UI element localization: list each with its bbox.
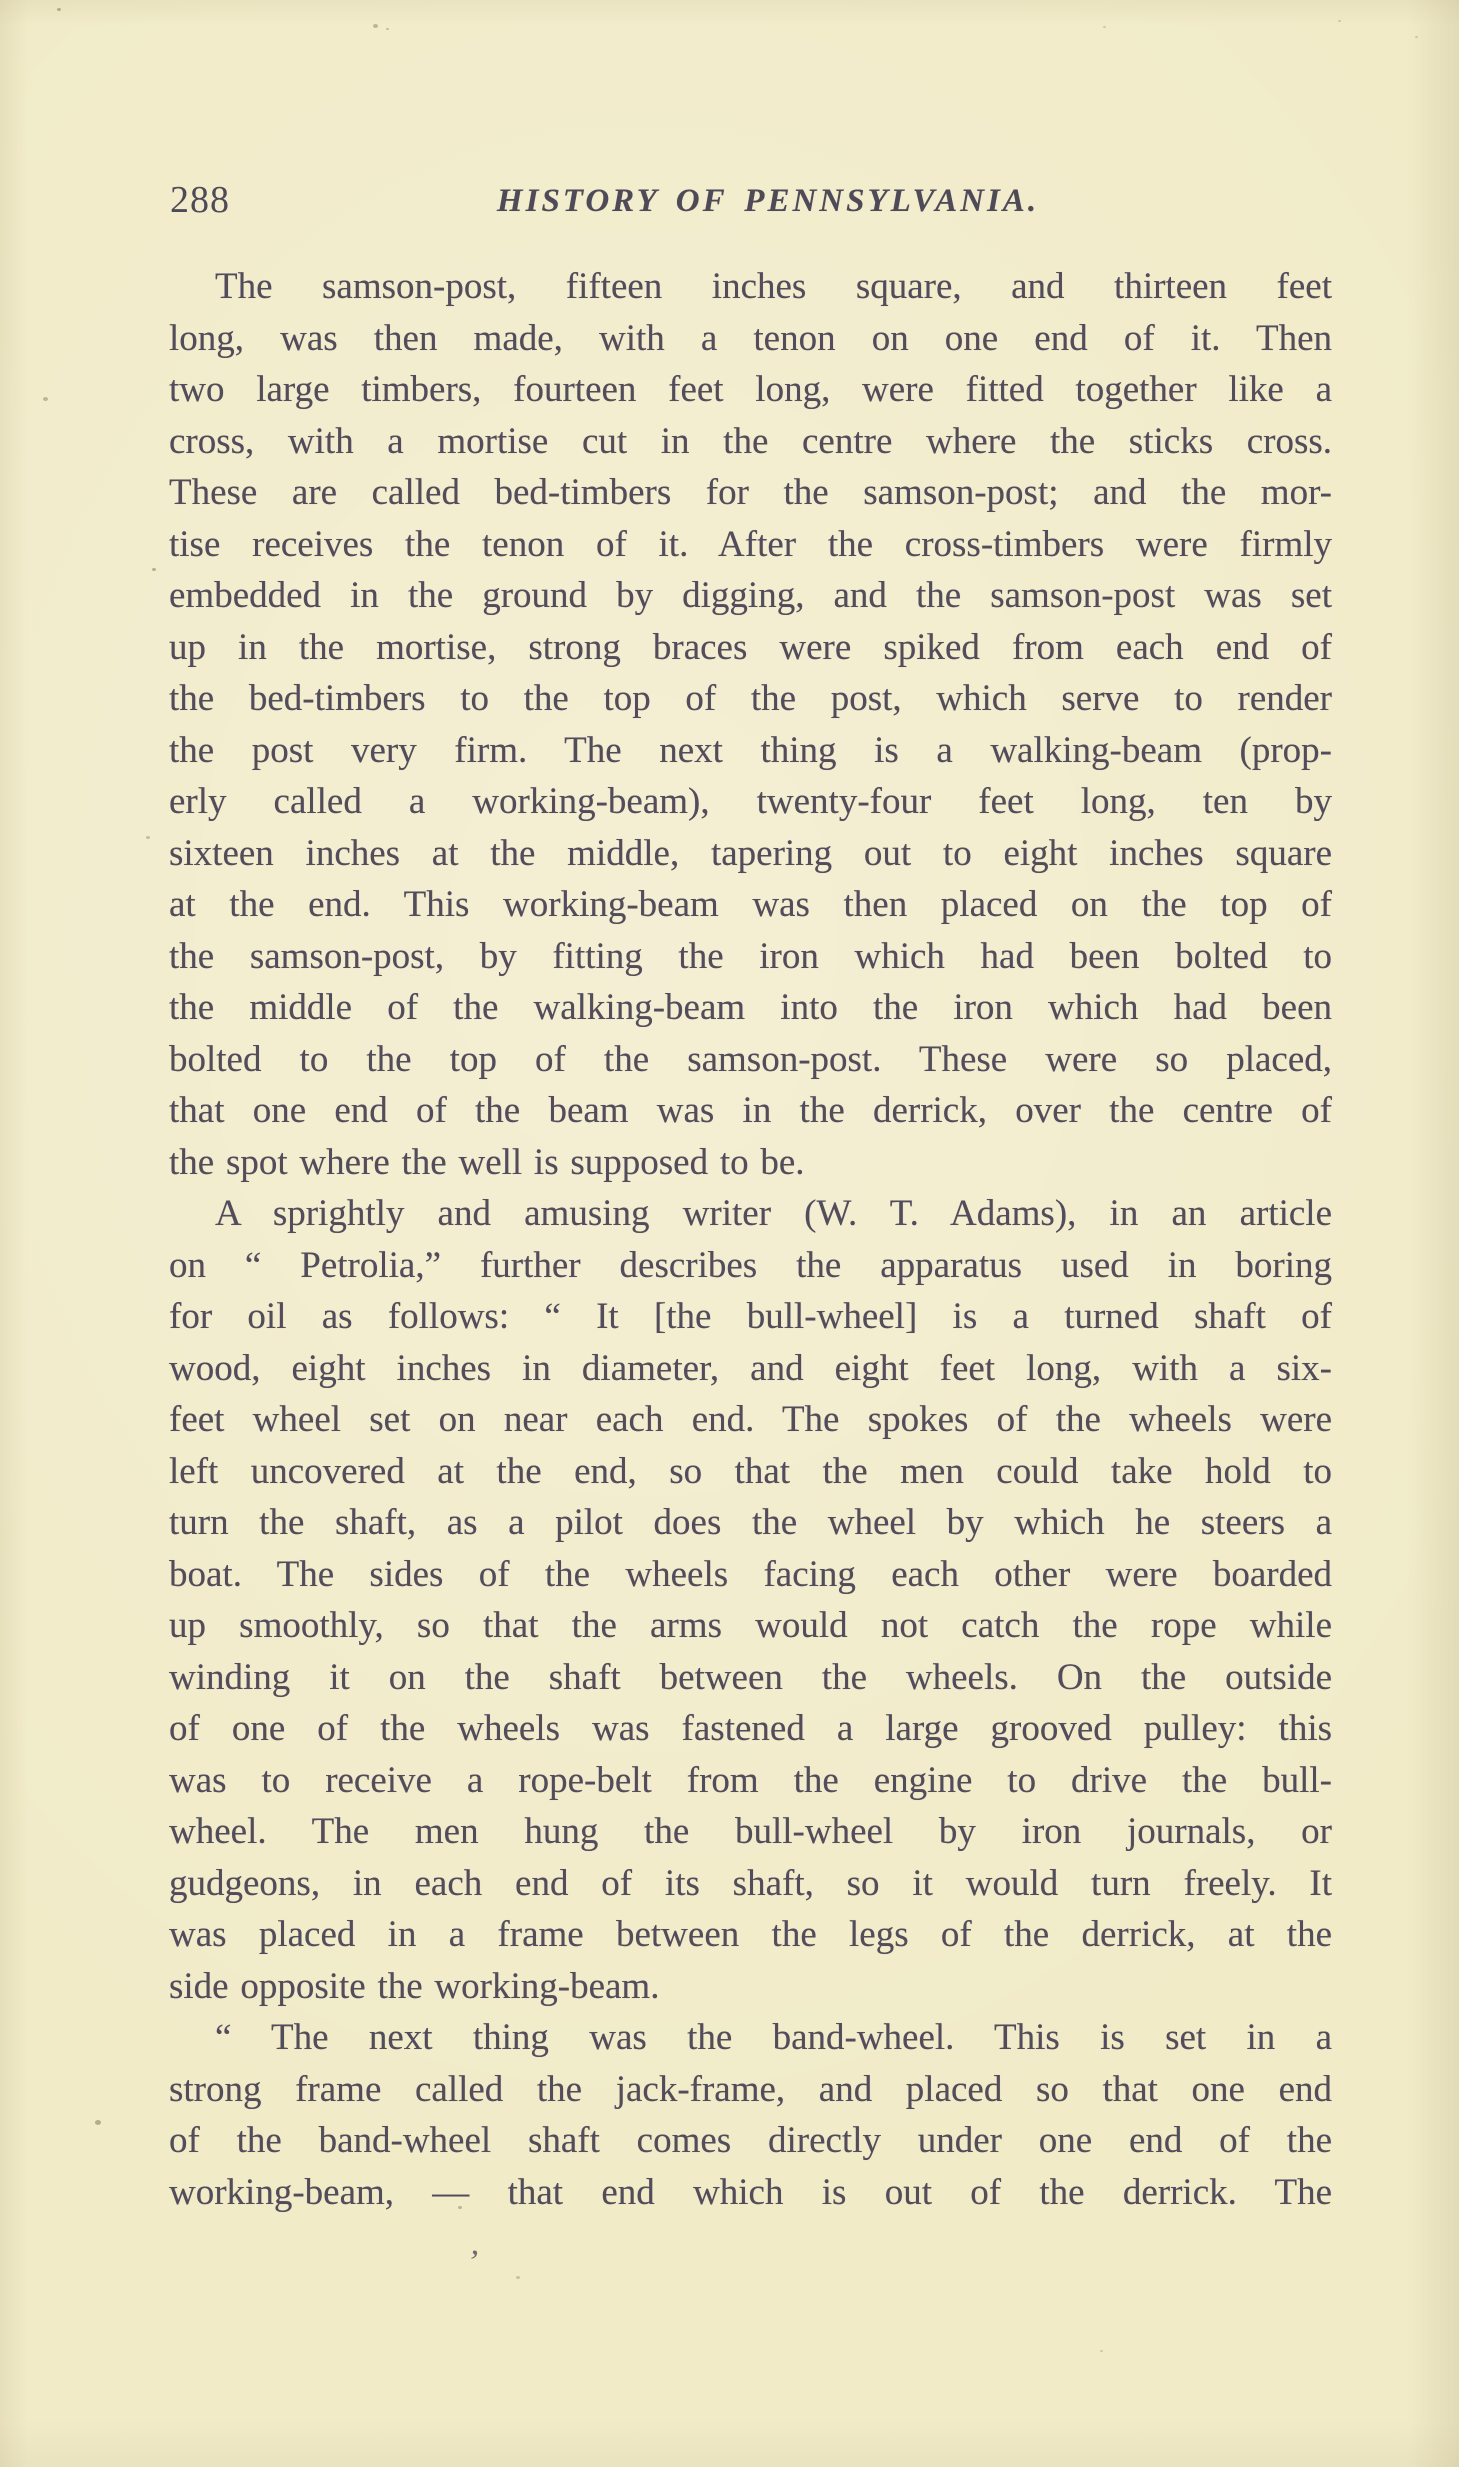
paper-speck xyxy=(146,836,150,839)
paper-speck xyxy=(386,28,389,30)
text-line: for oil as follows: “ It [the bull-wheel] is a turned shaft of xyxy=(169,1296,1332,1337)
text-line: wheel. The men hung the bull-wheel by iron journals, or xyxy=(169,1811,1332,1852)
text-line: The samson-post, fifteen inches square, and thirteen feet xyxy=(215,266,1332,307)
text-line: the bed-timbers to the top of the post, which serve to render xyxy=(169,678,1332,719)
text-line: the middle of the walking-beam into the iron which had been xyxy=(169,987,1332,1028)
paragraph xyxy=(169,1188,1332,2012)
paper-speck xyxy=(1338,20,1341,22)
text-line: that one end of the beam was in the derrick, over the centre of xyxy=(169,1090,1332,1131)
paper-speck xyxy=(152,568,156,571)
text-line: at the end. This working-beam was then placed on the top of xyxy=(169,884,1332,925)
text-line: boat. The sides of the wheels facing each other were boarded xyxy=(169,1553,1332,1595)
text-line: of the band-wheel shaft comes directly under one end of the xyxy=(169,2120,1332,2161)
text-line: the spot where the well is supposed to be. xyxy=(169,1141,805,1183)
paper-speck xyxy=(95,2120,101,2125)
paper-speck xyxy=(458,2206,462,2209)
paper-speck xyxy=(1240,640,1243,642)
text-line: bolted to the top of the samson-post. These were so placed, xyxy=(169,1038,1332,1080)
text-line: These are called bed-timbers for the samson-post; and the mor- xyxy=(169,472,1332,513)
paper-speck xyxy=(43,397,48,401)
text-line: wood, eight inches in diameter, and eight feet long, with a six- xyxy=(169,1347,1332,1389)
text-line: “ The next thing was the band-wheel. This is set in a xyxy=(215,2017,1332,2058)
text-line: was to receive a rope-belt from the engine to drive the bull- xyxy=(169,1759,1332,1801)
text-line: erly called a working-beam), twenty-four feet long, ten by xyxy=(169,781,1332,822)
text-line: strong frame called the jack-frame, and placed so that one end xyxy=(169,2068,1332,2110)
text-line: feet wheel set on near each end. The spokes of the wheels were xyxy=(169,1399,1332,1440)
running-header-title: HISTORY OF PENNSYLVANIA. xyxy=(496,183,1040,219)
text-line: sixteen inches at the middle, tapering out to eight inches square xyxy=(169,832,1332,874)
text-line: cross, with a mortise cut in the centre where the sticks cross. xyxy=(169,420,1332,462)
text-line: was placed in a frame between the legs of the derrick, at the xyxy=(169,1914,1332,1955)
text-line: working-beam, — that end which is out of the derrick. The xyxy=(169,2171,1332,2213)
text-line: on “ Petrolia,” further describes the apparatus used in boring xyxy=(169,1244,1332,1286)
paragraph xyxy=(169,2012,1332,2218)
text-line: side opposite the working-beam. xyxy=(169,1965,660,2007)
text-line: of one of the wheels was fastened a large grooved pulley: this xyxy=(169,1708,1332,1749)
paper-speck xyxy=(516,2276,520,2279)
text-line: turn the shaft, as a pilot does the wheel by which he steers a xyxy=(169,1502,1332,1543)
text-line: A sprightly and amusing writer (W. T. Adams), in an article xyxy=(215,1193,1332,1234)
text-line: embedded in the ground by digging, and the samson-post was set xyxy=(169,575,1332,616)
text-line: the samson-post, by fitting the iron which had been bolted to xyxy=(169,935,1332,977)
paper-speck xyxy=(1103,26,1106,28)
stray-ink-mark: ’ xyxy=(466,2243,482,2282)
body-text xyxy=(169,261,1332,2218)
page-number: 288 xyxy=(170,179,230,221)
paper-speck xyxy=(373,24,378,28)
paper-speck xyxy=(1415,36,1418,38)
text-line: tise receives the tenon of it. After the cross-timbers were firmly xyxy=(169,523,1332,565)
text-line: up in the mortise, strong braces were spiked from each end of xyxy=(169,626,1332,668)
paper-speck xyxy=(1100,2350,1103,2352)
text-line: up smoothly, so that the arms would not catch the rope while xyxy=(169,1605,1332,1646)
text-line: the post very firm. The next thing is a walking-beam (prop- xyxy=(169,729,1332,771)
text-line: left uncovered at the end, so that the men could take hold to xyxy=(169,1450,1332,1492)
text-line: long, was then made, with a tenon on one end of it. Then xyxy=(169,317,1332,359)
text-line: winding it on the shaft between the wheels. On the outside xyxy=(169,1656,1332,1698)
text-line: gudgeons, in each end of its shaft, so it would turn freely. It xyxy=(169,1862,1332,1904)
paragraph xyxy=(169,261,1332,1188)
text-line: two large timbers, fourteen feet long, were fitted together like a xyxy=(169,369,1332,410)
paper-speck xyxy=(57,8,61,11)
